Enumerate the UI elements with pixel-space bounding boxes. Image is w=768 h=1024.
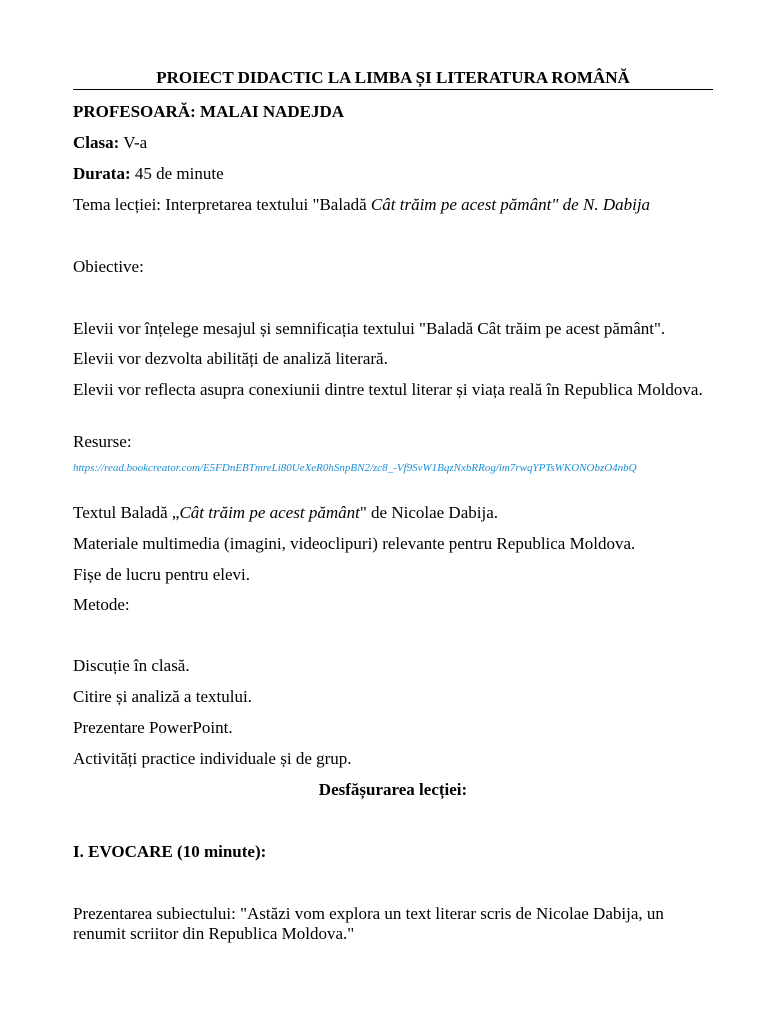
topic-prefix: Tema lecției: Interpretarea textului "Baladă <box>73 195 371 214</box>
resource-item: Fișe de lucru pentru elevi. <box>73 565 251 584</box>
duration-line <box>73 164 713 184</box>
method-item: Discuție în clasă. <box>73 656 190 675</box>
resource-text-suffix: " de Nicolae Dabija. <box>359 503 498 522</box>
document-title: PROIECT DIDACTIC LA LIMBA ȘI LITERATURA ROMÂNĂ <box>156 68 630 87</box>
topic-line <box>73 195 713 215</box>
teacher-line: PROFESOARĂ: MALAI NADEJDA <box>73 102 345 121</box>
method-item: Prezentare PowerPoint. <box>73 718 233 737</box>
methods-heading: Metode: <box>73 595 130 614</box>
objective-item: Elevii vor dezvolta abilități de analiză literară. <box>73 349 388 368</box>
resource-text-prefix: Textul Baladă „ <box>73 503 180 522</box>
lesson-heading: Desfășurarea lecției: <box>318 780 468 799</box>
method-item: Activități practice individuale și de grup. <box>73 749 352 768</box>
resource-item: Materiale multimedia (imagini, videoclipuri) relevante pentru Republica Moldova. <box>73 534 636 553</box>
section-evocare-heading: I. EVOCARE (10 minute): <box>73 842 267 861</box>
class-label: Clasa: <box>73 133 120 152</box>
class-line <box>73 133 713 153</box>
objective-item: Elevii vor reflecta asupra conexiunii dintre textul literar și viața reală în Republica Moldova. <box>73 380 703 399</box>
objectives-heading: Obiective: <box>73 257 144 276</box>
section-evocare-text: Prezentarea subiectului: "Astăzi vom explora un text literar scris de Nicolae Dabija, un renumit scriitor din Republica Moldova." <box>73 904 664 943</box>
resource-link[interactable]: https://read.bookcreator.com/E5FDnEBTmreLi80UeXeR0hSnpBN2/zc8_-Vf9SvW1BqzNxbRRog/im7rwqYPTsWKONObzO4nbQ <box>73 462 637 474</box>
resource-text-line <box>73 503 713 523</box>
class-value: V-a <box>119 133 148 152</box>
title-underline <box>73 89 713 90</box>
topic-italic: Cât trăim pe acest pământ" de N. Dabija <box>370 195 651 214</box>
resource-text-italic: Cât trăim pe acest pământ <box>179 503 360 522</box>
method-item: Citire și analiză a textului. <box>73 687 252 706</box>
duration-label: Durata: <box>73 164 131 183</box>
resources-heading: Resurse: <box>73 432 132 451</box>
objective-item: Elevii vor înțelege mesajul și semnificația textului "Baladă Cât trăim pe acest pământ". <box>73 319 666 338</box>
duration-value: 45 de minute <box>130 164 224 183</box>
